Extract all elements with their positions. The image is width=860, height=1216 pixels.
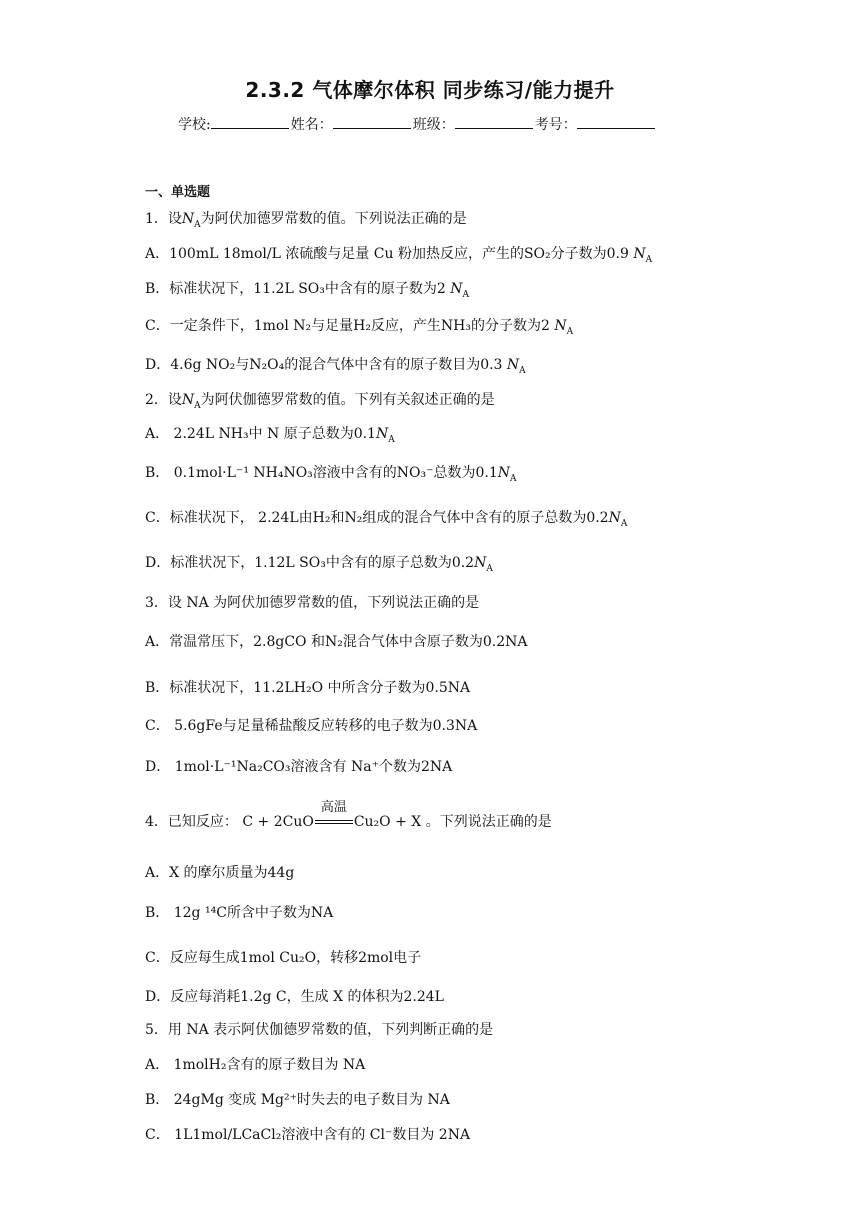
q1-option-a[interactable]: A．100mL 18mol/L 浓硫酸与足量 Cu 粉加热反应，产生的SO₂分子数为0.9 $N_A$ [145, 246, 653, 265]
q4-option-a[interactable]: A．X 的摩尔质量为44g [145, 865, 295, 881]
q1-option-c[interactable]: C．一定条件下，1mol N₂与足量H₂反应，产生NH₃的分子数为2 $N_A$ [145, 318, 574, 337]
page-title: 2.3.2 气体摩尔体积 同步练习/能力提升 [245, 78, 615, 102]
q3-option-c[interactable]: C． 5.6gFe与足量稀盐酸反应转移的电子数为0.3NA [145, 718, 478, 734]
school-blank[interactable] [211, 114, 289, 129]
class-blank[interactable] [455, 114, 533, 129]
q4-stem: 4．已知反应： C + 2CuO 高温 Cu₂O + X 。下列说法正确的是 [145, 800, 552, 830]
q2-option-a[interactable]: A． 2.24L NH₃中 N 原子总数为$0.1N_A$ [145, 426, 395, 445]
q3-option-d[interactable]: D． 1mol·L⁻¹Na₂CO₃溶液含有 Na⁺个数为2NA [145, 759, 453, 775]
q4-option-b[interactable]: B． 12g ¹⁴C所含中子数为NA [145, 905, 334, 921]
q5-option-a[interactable]: A． 1molH₂含有的原子数目为 NA [145, 1057, 366, 1073]
name-blank[interactable] [333, 114, 411, 129]
q5-option-c[interactable]: C． 1L1mol/LCaCl₂溶液中含有的 Cl⁻数目为 2NA [145, 1127, 471, 1143]
q5-stem: 5．用 NA 表示阿伏伽德罗常数的值，下列判断正确的是 [145, 1022, 494, 1038]
q4-option-c[interactable]: C．反应每生成1mol Cu₂O，转移2mol电子 [145, 950, 422, 966]
reaction-condition: 高温 [314, 814, 354, 830]
q1-option-d[interactable]: D．4.6g NO₂与N₂O₄的混合气体中含有的原子数目为0.3 $N_A$ [145, 357, 526, 376]
q2-option-d[interactable]: D．标准状况下，1.12L SO₃中含有的原子总数为$0.2N_A$ [145, 555, 493, 574]
q2-option-c[interactable]: C．标准状况下， 2.24L由H₂和N₂组成的混合气体中含有的原子总数为$0.2N_A$ [145, 510, 628, 529]
q3-option-a[interactable]: A．常温常压下，2.8gCO 和N₂混合气体中含原子数为0.2NA [145, 634, 528, 650]
student-info-fields [178, 114, 657, 134]
q1-option-b[interactable]: B．标准状况下，11.2L SO₃中含有的原子数为2 $N_A$ [145, 281, 469, 300]
q2-stem: 2．设$N_A$为阿伏伽德罗常数的值。下列有关叙述正确的是 [145, 392, 495, 411]
q2-option-b[interactable]: B． 0.1mol·L⁻¹ NH₄NO₃溶液中含有的NO₃⁻总数为$0.1N_A$ [145, 465, 517, 484]
q3-stem: 3．设 NA 为阿伏加德罗常数的值，下列说法正确的是 [145, 595, 480, 611]
q4-option-d[interactable]: D．反应每消耗1.2g C，生成 X 的体积为2.24L [145, 989, 444, 1005]
section-title: 一、单选题 [145, 185, 211, 200]
q1-stem: 1．设$N_A$为阿伏加德罗常数的值。下列说法正确的是 [145, 211, 467, 230]
exam-no-label: 考号： [534, 117, 577, 133]
q5-option-b[interactable]: B． 24gMg 变成 Mg²⁺时失去的电子数目为 NA [145, 1092, 450, 1108]
school-label: 学校: [178, 117, 211, 133]
q3-option-b[interactable]: B．标准状况下，11.2LH₂O 中所含分子数为0.5NA [145, 680, 471, 696]
exam-no-blank[interactable] [577, 114, 655, 129]
class-label: 班级： [412, 117, 455, 133]
name-label: 姓名： [290, 117, 333, 133]
